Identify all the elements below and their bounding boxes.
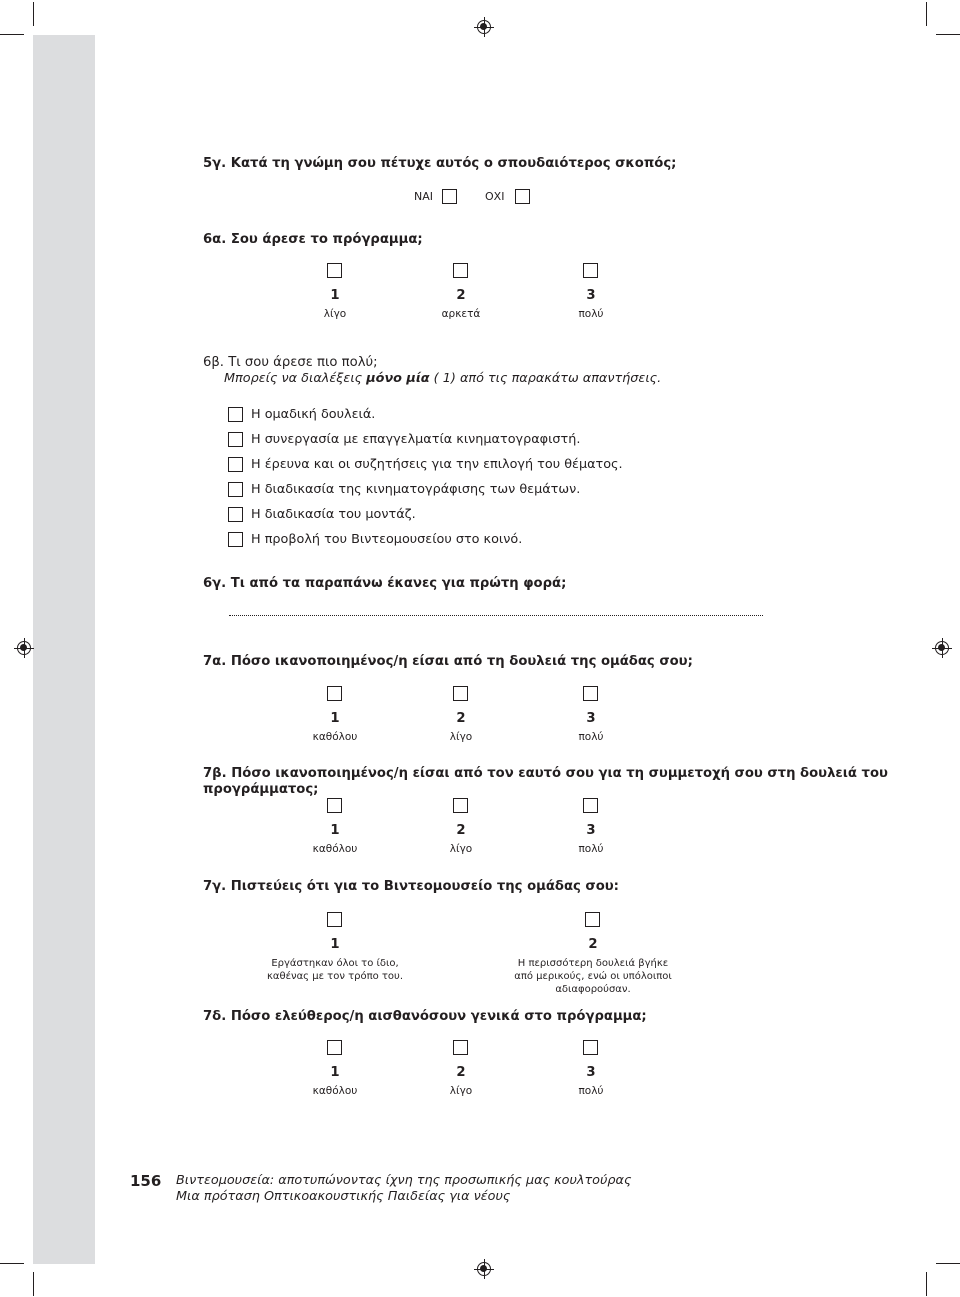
q6a-checkbox-1[interactable] xyxy=(327,263,342,278)
scale-number: 1 xyxy=(330,937,340,952)
registration-mark-icon xyxy=(477,1262,491,1276)
scale-label: λίγο xyxy=(323,308,347,320)
q6b-option-checkbox[interactable] xyxy=(228,407,243,422)
q7a-checkbox-2[interactable] xyxy=(453,686,468,701)
q7c-option-1-desc xyxy=(260,957,410,983)
q7a-checkbox-3[interactable] xyxy=(583,686,598,701)
page-margin-band xyxy=(33,35,95,1264)
answer-line[interactable] xyxy=(229,615,763,616)
q6b-option-label: Η διαδικασία της κινηματογράφισης των θεμάτων. xyxy=(251,482,581,497)
q6b-option-checkbox[interactable] xyxy=(228,507,243,522)
q7b-checkbox-3[interactable] xyxy=(583,798,598,813)
footer-subtitle: Μια πρόταση Οπτικοακουστικής Παιδείας για νέους xyxy=(176,1189,511,1204)
scale-number: 3 xyxy=(586,1065,596,1080)
scale-number: 1 xyxy=(330,288,340,303)
crop-mark xyxy=(926,1272,927,1296)
desc-line: αδιαφορούσαν. xyxy=(555,984,631,995)
scale-label: πολύ xyxy=(578,731,604,743)
page-number: 156 xyxy=(130,1172,162,1190)
scale-number: 2 xyxy=(456,288,466,303)
scale-label: καθόλου xyxy=(312,1085,358,1097)
q6b-option-label: Η προβολή του Βιντεομουσείου στο κοινό. xyxy=(251,532,523,547)
crop-mark xyxy=(33,2,34,26)
crop-mark xyxy=(926,2,927,26)
desc-line: Εργάστηκαν όλοι το ίδιο, xyxy=(271,958,399,969)
desc-line: Η περισσότερη δουλειά βγήκε xyxy=(517,958,669,969)
registration-mark-icon xyxy=(477,20,491,34)
q6b-option-label: Η διαδικασία του μοντάζ. xyxy=(251,507,416,522)
crop-mark xyxy=(936,1263,960,1264)
scale-number: 3 xyxy=(586,711,596,726)
q6b-option-checkbox[interactable] xyxy=(228,532,243,547)
crop-mark xyxy=(33,1272,34,1296)
scale-label: καθόλου xyxy=(312,731,358,743)
q7a-checkbox-1[interactable] xyxy=(327,686,342,701)
desc-line: καθένας με τον τρόπο του. xyxy=(267,971,403,982)
registration-mark-icon xyxy=(935,641,949,655)
q6a-checkbox-2[interactable] xyxy=(453,263,468,278)
footer-title: Βιντεομουσεία: αποτυπώνοντας ίχνη της προσωπικής μας κουλτούρας xyxy=(176,1173,632,1188)
scale-label: λίγο xyxy=(449,731,473,743)
question-6a: 6α. Σου άρεσε το πρόγραμμα; xyxy=(203,232,423,247)
q6b-option-label: Η συνεργασία με επαγγελματία κινηματογραφιστή. xyxy=(251,432,581,447)
q7b-checkbox-2[interactable] xyxy=(453,798,468,813)
q6b-option-label: Η ομαδική δουλειά. xyxy=(251,407,376,422)
q6a-checkbox-3[interactable] xyxy=(583,263,598,278)
scale-label: λίγο xyxy=(449,843,473,855)
no-checkbox[interactable] xyxy=(515,189,530,204)
q7b-checkbox-1[interactable] xyxy=(327,798,342,813)
scale-number: 2 xyxy=(456,823,466,838)
instruction-6b: Μπορείς να διαλέξεις μόνο μία ( 1) από τις παρακάτω απαντήσεις. xyxy=(224,371,662,386)
q7d-checkbox-1[interactable] xyxy=(327,1040,342,1055)
scale-number: 2 xyxy=(588,937,598,952)
scale-label: πολύ xyxy=(578,843,604,855)
q7c-checkbox-2[interactable] xyxy=(585,912,600,927)
q6b-option-checkbox[interactable] xyxy=(228,482,243,497)
question-5c: 5γ. Κατά τη γνώμη σου πέτυχε αυτός ο σπουδαιότερος σκοπός; xyxy=(203,156,677,171)
scale-number: 3 xyxy=(586,288,596,303)
scale-label: πολύ xyxy=(578,1085,604,1097)
question-6c: 6γ. Τι από τα παραπάνω έκανες για πρώτη φορά; xyxy=(203,576,567,591)
scale-number: 1 xyxy=(330,823,340,838)
crop-mark xyxy=(0,1263,24,1264)
crop-mark xyxy=(0,34,24,35)
question-7c: 7γ. Πιστεύεις ότι για το Βιντεομουσείο της ομάδας σου: xyxy=(203,879,619,894)
question-6b: 6β. Τι σου άρεσε πιο πολύ; xyxy=(203,355,378,370)
scale-number: 1 xyxy=(330,1065,340,1080)
q7d-checkbox-3[interactable] xyxy=(583,1040,598,1055)
scale-number: 2 xyxy=(456,1065,466,1080)
crop-mark xyxy=(936,34,960,35)
scale-number: 1 xyxy=(330,711,340,726)
scale-label: καθόλου xyxy=(312,843,358,855)
scale-label: πολύ xyxy=(578,308,604,320)
scale-label: λίγο xyxy=(449,1085,473,1097)
scale-label: αρκετά xyxy=(441,308,481,320)
registration-mark-icon xyxy=(17,641,31,655)
q6b-option-checkbox[interactable] xyxy=(228,432,243,447)
yes-label: ΝΑΙ xyxy=(414,190,433,203)
question-7b-cont: προγράμματος; xyxy=(203,782,319,797)
scale-number: 2 xyxy=(456,711,466,726)
desc-line: από μερικούς, ενώ οι υπόλοιποι xyxy=(514,971,672,982)
scale-number: 3 xyxy=(586,823,596,838)
question-7a: 7α. Πόσο ικανοποιημένος/η είσαι από τη δουλειά της ομάδας σου; xyxy=(203,654,693,669)
question-7d: 7δ. Πόσο ελεύθερος/η αισθανόσουν γενικά στο πρόγραμμα; xyxy=(203,1009,647,1024)
q7c-checkbox-1[interactable] xyxy=(327,912,342,927)
q7c-option-2-desc xyxy=(508,957,678,996)
q6b-option-label: Η έρευνα και οι συζητήσεις για την επιλογή του θέματος. xyxy=(251,457,623,472)
question-7b: 7β. Πόσο ικανοποιημένος/η είσαι από τον εαυτό σου για τη συμμετοχή σου στη δουλειά του xyxy=(203,766,888,781)
q7d-checkbox-2[interactable] xyxy=(453,1040,468,1055)
yes-checkbox[interactable] xyxy=(442,189,457,204)
q6b-option-checkbox[interactable] xyxy=(228,457,243,472)
no-label: ΟΧΙ xyxy=(485,190,505,203)
